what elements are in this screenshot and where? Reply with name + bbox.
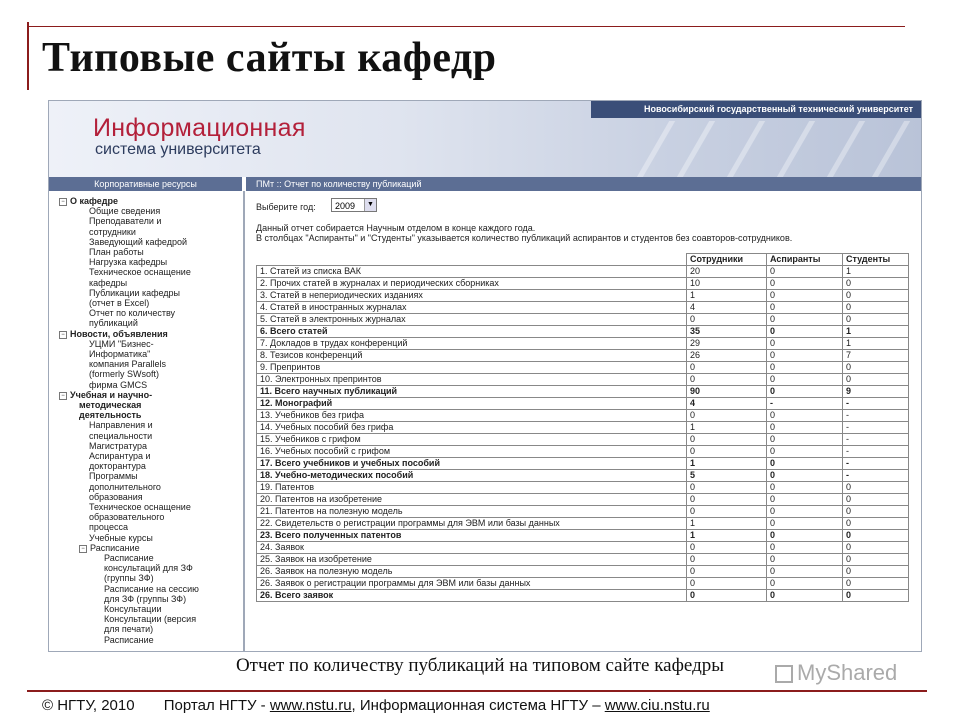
table-cell: 0 xyxy=(767,362,843,374)
table-cell: 0 xyxy=(843,290,909,302)
row-label: 2. Прочих статей в журналах и периодических сборниках xyxy=(257,278,687,290)
table-row xyxy=(257,578,909,590)
title-accent-line xyxy=(27,22,29,90)
table-row xyxy=(257,326,909,338)
site-banner xyxy=(49,101,921,177)
year-label: Выберите год: xyxy=(256,202,316,212)
collapse-icon[interactable]: − xyxy=(79,545,87,553)
column-header: Студенты xyxy=(843,254,909,266)
sidebar-item[interactable]: для печати) xyxy=(104,624,154,635)
table-cell: 0 xyxy=(687,578,767,590)
table-cell: 4 xyxy=(687,398,767,410)
report-description xyxy=(256,223,916,243)
table-cell: 0 xyxy=(843,542,909,554)
table-cell: 0 xyxy=(767,374,843,386)
table-cell: - xyxy=(843,398,909,410)
table-row xyxy=(257,458,909,470)
table-row xyxy=(257,554,909,566)
sidebar-item[interactable]: Преподаватели и xyxy=(89,216,162,227)
slide-title: Типовые сайты кафедр xyxy=(42,35,497,81)
row-label: 20. Патентов на изобретение xyxy=(257,494,687,506)
collapse-icon[interactable]: − xyxy=(59,392,67,400)
sidebar-subsection[interactable] xyxy=(79,543,140,553)
footer-portal-prefix: Портал НГТУ - xyxy=(163,697,270,714)
table-cell: 0 xyxy=(767,530,843,542)
table-header-empty xyxy=(257,254,687,266)
row-label: 15. Учебников с грифом xyxy=(257,434,687,446)
table-cell: 0 xyxy=(767,482,843,494)
sidebar-section[interactable] xyxy=(59,196,118,206)
sidebar-item[interactable]: (formerly SWsoft) xyxy=(89,369,160,380)
top-rule xyxy=(27,26,905,27)
table-cell: 26 xyxy=(687,350,767,362)
sidebar-item[interactable]: Нагрузка кафедры xyxy=(89,257,168,268)
collapse-icon[interactable]: − xyxy=(59,331,67,339)
table-cell: - xyxy=(843,410,909,422)
row-label: 12. Монографий xyxy=(257,398,687,410)
table-row xyxy=(257,566,909,578)
main-content xyxy=(246,191,921,651)
sidebar-section[interactable] xyxy=(59,329,168,339)
sidebar-section-label: О кафедре xyxy=(70,196,118,206)
row-label: 4. Статей в иностранных журналах xyxy=(257,302,687,314)
table-cell: - xyxy=(843,458,909,470)
table-row xyxy=(257,470,909,482)
table-cell: 0 xyxy=(687,314,767,326)
sidebar-item[interactable]: дополнительного xyxy=(89,481,161,492)
sidebar-item[interactable]: для ЗФ (группы ЗФ) xyxy=(104,593,187,604)
table-cell: 0 xyxy=(843,554,909,566)
watermark-text: MyShared xyxy=(797,660,898,685)
table-cell: - xyxy=(843,470,909,482)
table-cell: 0 xyxy=(843,590,909,602)
table-cell: 0 xyxy=(843,530,909,542)
table-cell: 0 xyxy=(767,326,843,338)
footer-info-prefix: , Информационная система НГТУ – xyxy=(351,697,605,714)
sidebar-item[interactable]: УЦМИ "Бизнес- xyxy=(89,338,154,349)
logo-title[interactable]: Информационная xyxy=(93,114,306,142)
table-cell: 0 xyxy=(767,542,843,554)
sidebar-item[interactable]: компания Parallels xyxy=(89,359,166,370)
screenshot-frame xyxy=(48,100,922,652)
university-name: Новосибирский государственный технический университет xyxy=(591,101,921,118)
slide-caption: Отчет по количеству публикаций на типовом сайте кафедры xyxy=(235,655,725,676)
sidebar-item[interactable]: Публикации кафедры xyxy=(89,287,181,298)
sidebar-item[interactable]: Аспирантура и xyxy=(89,451,151,461)
column-header: Аспиранты xyxy=(767,254,843,266)
sidebar-item[interactable]: (группы ЗФ) xyxy=(104,573,154,584)
table-cell: 0 xyxy=(843,374,909,386)
table-cell: 1 xyxy=(687,530,767,542)
row-label: 9. Препринтов xyxy=(257,362,687,374)
row-label: 23. Всего полученных патентов xyxy=(257,530,687,542)
table-cell: 0 xyxy=(843,518,909,530)
portal-link[interactable]: www.nstu.ru xyxy=(269,697,352,714)
table-cell: 0 xyxy=(687,362,767,374)
row-label: 1. Статей из списка ВАК xyxy=(257,266,687,278)
table-row xyxy=(257,398,909,410)
table-cell: 0 xyxy=(767,458,843,470)
sidebar-item[interactable]: докторантура xyxy=(89,461,146,472)
row-label: 8. Тезисов конференций xyxy=(257,350,687,362)
sidebar-item[interactable]: фирма GMCS xyxy=(89,379,148,390)
row-label: 19. Патентов xyxy=(257,482,687,494)
table-cell: 0 xyxy=(687,566,767,578)
sidebar-item[interactable]: Расписание xyxy=(104,553,154,563)
table-row xyxy=(257,422,909,434)
table-cell: 1 xyxy=(687,422,767,434)
table-cell: 0 xyxy=(843,506,909,518)
table-cell: 0 xyxy=(843,314,909,326)
table-row xyxy=(257,518,909,530)
sidebar-section-label: Учебная и научно- xyxy=(70,389,153,400)
table-cell: 0 xyxy=(767,422,843,434)
table-row xyxy=(257,314,909,326)
sidebar-item[interactable]: специальности xyxy=(89,430,153,441)
table-cell: 0 xyxy=(767,350,843,362)
table-cell: 0 xyxy=(767,566,843,578)
row-label: 13. Учебников без грифа xyxy=(257,410,687,422)
table-cell: 0 xyxy=(843,494,909,506)
row-label: 26. Всего заявок xyxy=(257,590,687,602)
row-label: 26. Заявок о регистрации программы для ЭВМ или базы данных xyxy=(257,578,687,590)
table-cell: 1 xyxy=(687,290,767,302)
row-label: 26. Заявок на полезную модель xyxy=(257,566,687,578)
table-cell: 0 xyxy=(767,278,843,290)
table-cell: 0 xyxy=(687,374,767,386)
table-cell: 10 xyxy=(687,278,767,290)
row-label: 6. Всего статей xyxy=(257,326,687,338)
table-row xyxy=(257,542,909,554)
main-header: ПМт :: Отчет по количеству публикаций xyxy=(246,177,921,191)
table-row xyxy=(257,374,909,386)
table-cell: 0 xyxy=(767,578,843,590)
table-cell: 0 xyxy=(687,494,767,506)
info-system-link[interactable]: www.ciu.nstu.ru xyxy=(604,697,710,714)
sidebar-item[interactable]: Отчет по количеству xyxy=(89,308,176,319)
row-label: 25. Заявок на изобретение xyxy=(257,554,687,566)
collapse-icon[interactable]: − xyxy=(59,198,67,206)
table-row xyxy=(257,278,909,290)
table-row xyxy=(257,446,909,458)
table-cell: 0 xyxy=(767,290,843,302)
sidebar-item[interactable]: образования xyxy=(89,491,143,502)
table-cell: 0 xyxy=(687,446,767,458)
desc-line: Данный отчет собирается Научным отделом в конце каждого года. xyxy=(256,223,536,233)
table-cell: 0 xyxy=(843,566,909,578)
table-row xyxy=(257,434,909,446)
table-cell: 9 xyxy=(843,386,909,398)
sidebar-section-label: Новости, объявления xyxy=(70,328,168,339)
sidebar-section-label: деятельность xyxy=(79,410,142,421)
table-cell: 0 xyxy=(767,518,843,530)
sidebar-section-label: методическая xyxy=(79,400,142,410)
sidebar-item[interactable]: Расписание xyxy=(104,634,154,645)
chevron-down-icon[interactable]: ▼ xyxy=(364,199,376,211)
row-label: 11. Всего научных публикаций xyxy=(257,386,687,398)
table-row xyxy=(257,482,909,494)
publications-table xyxy=(256,253,909,602)
table-cell: 0 xyxy=(767,266,843,278)
table-row xyxy=(257,386,909,398)
table-cell: 0 xyxy=(843,362,909,374)
table-cell: 1 xyxy=(687,518,767,530)
table-cell: 0 xyxy=(767,494,843,506)
table-row xyxy=(257,494,909,506)
row-label: 22. Свидетельств о регистрации программы для ЭВМ или базы данных xyxy=(257,518,687,530)
table-row xyxy=(257,350,909,362)
sidebar-section[interactable] xyxy=(59,390,152,400)
table-row xyxy=(257,410,909,422)
sidebar-item[interactable]: публикаций xyxy=(89,318,138,329)
table-cell: 0 xyxy=(843,278,909,290)
table-cell: 1 xyxy=(843,326,909,338)
year-select[interactable] xyxy=(331,198,377,212)
row-label: 5. Статей в электронных журналах xyxy=(257,314,687,326)
table-row xyxy=(257,338,909,350)
row-label: 7. Докладов в трудах конференций xyxy=(257,338,687,350)
table-cell: 5 xyxy=(687,470,767,482)
table-cell: 0 xyxy=(767,410,843,422)
table-cell: 0 xyxy=(687,506,767,518)
table-cell: 0 xyxy=(843,578,909,590)
sidebar-item[interactable]: Направления и xyxy=(89,420,153,431)
watermark xyxy=(775,660,897,686)
table-cell: 0 xyxy=(767,446,843,458)
table-cell: 7 xyxy=(843,350,909,362)
table-row xyxy=(257,290,909,302)
sidebar-subsection-label: Расписание xyxy=(90,542,140,553)
table-cell: 1 xyxy=(843,338,909,350)
column-header: Сотрудники xyxy=(687,254,767,266)
table-cell: 0 xyxy=(767,590,843,602)
row-label: 21. Патентов на полезную модель xyxy=(257,506,687,518)
table-cell: 0 xyxy=(767,470,843,482)
table-cell: 1 xyxy=(843,266,909,278)
table-cell: - xyxy=(843,446,909,458)
table-cell: 20 xyxy=(687,266,767,278)
table-cell: 0 xyxy=(767,338,843,350)
table-row xyxy=(257,506,909,518)
table-cell: 0 xyxy=(767,314,843,326)
sidebar-item[interactable]: Программы xyxy=(89,471,138,482)
sidebar-item[interactable]: сотрудники xyxy=(89,226,136,237)
footer-copyright: © НГТУ, 2010 xyxy=(42,697,135,714)
row-label: 16. Учебных пособий с грифом xyxy=(257,446,687,458)
row-label: 3. Статей в непериодических изданиях xyxy=(257,290,687,302)
row-label: 14. Учебных пособий без грифа xyxy=(257,422,687,434)
table-cell: 0 xyxy=(767,434,843,446)
sidebar-item[interactable]: Консультации (версия xyxy=(104,614,197,625)
table-cell: 0 xyxy=(767,302,843,314)
sidebar-item[interactable]: Учебные курсы xyxy=(89,532,153,543)
table-cell: 0 xyxy=(767,386,843,398)
row-label: 17. Всего учебников и учебных пособий xyxy=(257,458,687,470)
table-cell: 1 xyxy=(687,458,767,470)
sidebar-item[interactable]: Магистратура xyxy=(89,440,147,451)
table-cell: 0 xyxy=(687,590,767,602)
sidebar-item[interactable]: Техническое оснащение xyxy=(89,502,191,512)
sidebar-item[interactable]: консультаций для ЗФ xyxy=(104,563,193,574)
table-cell: 4 xyxy=(687,302,767,314)
slide-footer xyxy=(42,697,710,714)
sidebar-item[interactable]: План работы xyxy=(89,247,144,257)
table-cell: 29 xyxy=(687,338,767,350)
table-cell: 0 xyxy=(687,554,767,566)
table-cell: 35 xyxy=(687,326,767,338)
table-header-row xyxy=(257,254,909,266)
table-cell: - xyxy=(843,422,909,434)
sidebar-item[interactable]: процесса xyxy=(89,522,128,533)
sidebar-item[interactable]: Заведующий кафедрой xyxy=(89,236,188,247)
table-cell: - xyxy=(767,398,843,410)
sidebar-item[interactable]: Расписание на сессию xyxy=(104,583,199,594)
table-cell: 90 xyxy=(687,386,767,398)
watermark-icon xyxy=(775,665,793,683)
sidebar-item[interactable]: Общие сведения xyxy=(89,206,161,217)
table-cell: 0 xyxy=(687,482,767,494)
sidebar-item[interactable]: Информатика" xyxy=(89,349,151,359)
table-cell: 0 xyxy=(767,554,843,566)
year-value: 2009 xyxy=(335,201,356,211)
table-cell: 0 xyxy=(843,302,909,314)
row-label: 10. Электронных препринтов xyxy=(257,374,687,386)
sidebar-item[interactable]: Техническое оснащение xyxy=(89,267,191,278)
table-row xyxy=(257,302,909,314)
row-label: 18. Учебно-методических пособий xyxy=(257,470,687,482)
sidebar-item[interactable]: Консультации xyxy=(104,604,162,614)
logo-subtitle[interactable]: система университета xyxy=(95,141,261,158)
table-cell: 0 xyxy=(687,410,767,422)
sidebar-item[interactable]: образовательного xyxy=(89,512,165,523)
table-row xyxy=(257,530,909,542)
sidebar-item[interactable]: кафедры xyxy=(89,277,128,288)
table-cell: 0 xyxy=(843,482,909,494)
table-row xyxy=(257,590,909,602)
table-cell: 0 xyxy=(767,506,843,518)
desc-line: В столбцах "Аспиранты" и "Студенты" указывается количество публикаций аспирантов и студентов без соавторов-сотрудников. xyxy=(256,233,793,243)
table-row xyxy=(257,362,909,374)
bottom-rule xyxy=(27,690,927,692)
sidebar-item[interactable]: (отчет в Excel) xyxy=(89,298,150,308)
table-cell: - xyxy=(843,434,909,446)
table-cell: 0 xyxy=(687,542,767,554)
row-label: 24. Заявок xyxy=(257,542,687,554)
table-row xyxy=(257,266,909,278)
sidebar-header: Корпоративные ресурсы xyxy=(49,177,244,191)
sidebar-nav xyxy=(49,191,245,651)
table-cell: 0 xyxy=(687,434,767,446)
